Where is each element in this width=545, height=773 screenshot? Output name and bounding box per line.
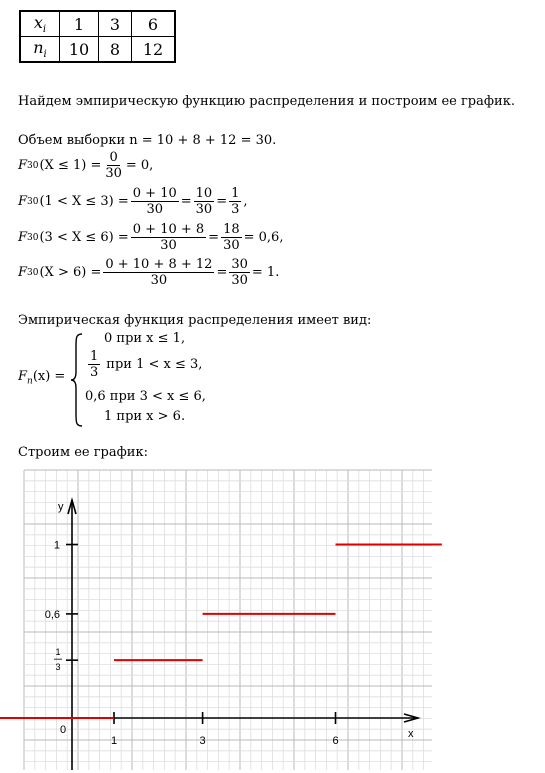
y-tick-label: 3 xyxy=(55,662,61,673)
x-tick-label: 3 xyxy=(199,735,206,747)
case-1: 0 при x ≤ 1, xyxy=(104,331,186,346)
y-tick-label: 1 xyxy=(55,647,61,658)
table-header-n: $n_i$ xyxy=(20,37,60,63)
formula-f3: F 30 (3 < X ≤ 6) = $\frac{0 + 10 + 8}{30}$ = $\frac{18}{30}$ = 0,6, xyxy=(18,222,284,253)
y-tick-label: 1 xyxy=(53,539,60,552)
table-header-x: $x_i$ xyxy=(20,11,60,37)
formula-f4: F 30 (X > 6) = $\frac{0 + 10 + 8 + 12}{30}$ = $\frac{30}{30}$ = 1. xyxy=(18,257,280,288)
fn-label: $F_n(x)$ = xyxy=(18,369,66,387)
x-axis-label: x xyxy=(408,728,414,740)
y-axis-label: y xyxy=(58,501,64,513)
table-cell: 6 xyxy=(132,11,176,37)
formula-f1: F 30 (X ≤ 1) = $\frac{0}{30}$ = 0, xyxy=(18,150,154,181)
table-cell: 1 xyxy=(60,11,99,37)
case-3: 0,6 при 3 < x ≤ 6, xyxy=(85,389,206,404)
origin-label: 0 xyxy=(60,724,67,736)
table-cell: 3 xyxy=(99,11,132,37)
table-cell: 12 xyxy=(132,37,176,63)
case-4: 1 при x > 6. xyxy=(104,409,186,424)
intro-text: Найдем эмпирическую функцию распределения и построим ее график. xyxy=(18,94,515,109)
x-tick-label: 6 xyxy=(332,735,339,747)
y-tick-label: 0,6 xyxy=(44,608,60,621)
empirical-function-label: Эмпирическая функция распределения имеет вид: xyxy=(18,313,372,328)
chart-marks xyxy=(0,545,442,719)
table-cell: 8 xyxy=(99,37,132,63)
graph-label: Строим ее график: xyxy=(18,445,148,460)
x-tick-label: 1 xyxy=(110,735,118,747)
case-2: 1 3 при 1 < x ≤ 3, xyxy=(90,349,203,380)
sample-volume-text: Объем выборки n = 10 + 8 + 12 = 30. xyxy=(18,133,277,148)
table-cell: 10 xyxy=(60,37,99,63)
formula-f2: F 30 (1 < X ≤ 3) = $\frac{0 + 10}{30}$ = $\frac{10}{30}$ = $\frac{1}{3}$ , xyxy=(18,186,248,217)
chart-grid xyxy=(24,470,432,770)
